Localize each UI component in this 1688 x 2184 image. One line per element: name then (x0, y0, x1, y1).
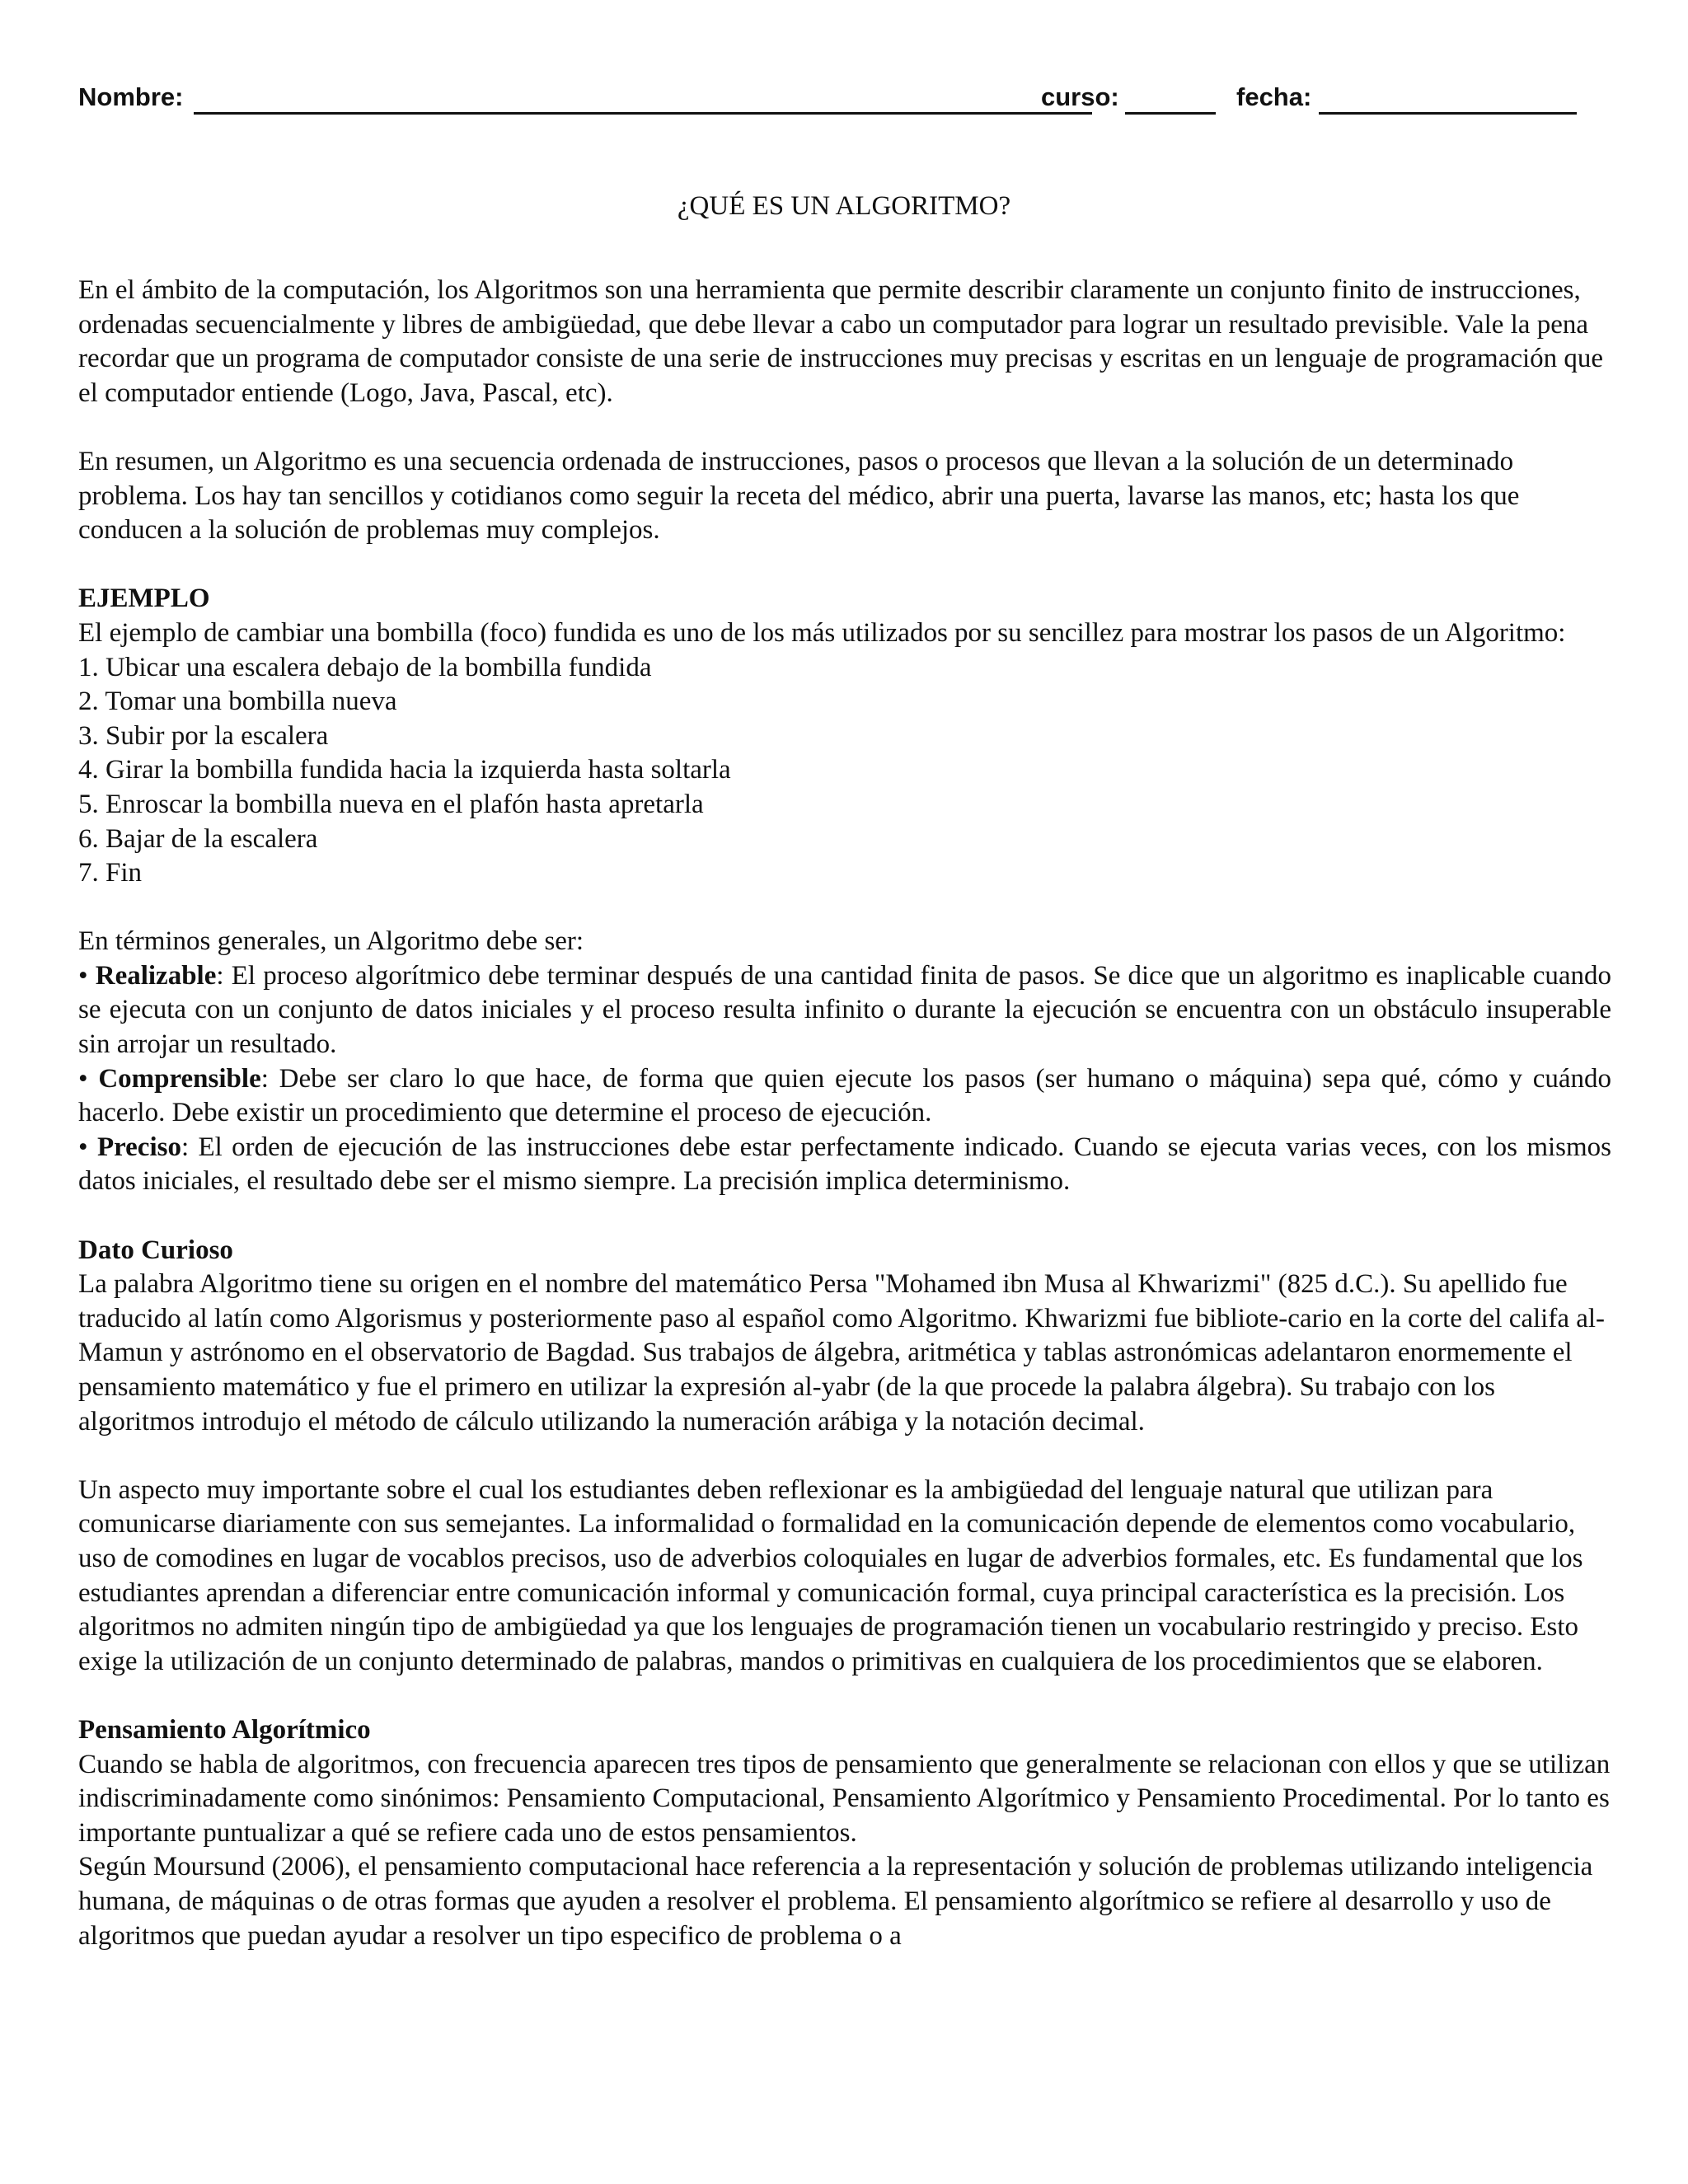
pensamiento-heading: Pensamiento Algorítmico (78, 1714, 371, 1745)
term-realizable: Realizable (95, 960, 217, 991)
aspecto-paragraph: Un aspecto muy importante sobre el cual los estudiantes deben reflexionar es la ambigüedad del lenguaje natural que utilizan para comunicarse diariamente con sus semejantes. La informalidad o formalidad en la comunicación depende de elementos como vocabulario, uso de comodines en lugar de vocablos precisos, uso de adverbios coloquiales en lugar de adverbios formales, etc. Es fundamental que los estudiantes aprendan a diferenciar entre comunicación informal y comunicación formal, cuya principal característica es la precisión. Los algoritmos no admiten ningún tipo de ambigüedad ya que los lenguajes de programación tienen un vocabulario restringido y preciso. Esto exige la utilización de un conjunto determinado de palabras, mandos o primitivas en cualquiera de los procedimientos que se elaboren. (78, 1474, 1583, 1676)
curso-label: curso: (1041, 82, 1119, 111)
page-title: ¿QUÉ ES UN ALGORITMO? (677, 191, 1011, 221)
term-preciso: Preciso (96, 1132, 181, 1162)
fecha-label: fecha: (1236, 82, 1312, 111)
nombre-label: Nombre: (78, 82, 184, 111)
fecha-field[interactable] (1319, 112, 1577, 115)
definition-text: : El orden de ejecución de las instrucciones debe estar perfectamente indicado. Cuando se ejecuta varias veces, con los mismos datos iniciales, el resultado debe ser el mismo siempre. La precisión implica determinismo. (78, 1132, 1612, 1197)
caracteristica-comprensible (78, 1062, 1611, 1131)
pensamiento-paragraph-1: Cuando se habla de algoritmos, con frecuencia aparecen tres tipos de pensamiento que generalmente se relacionan con ellos y que se utilizan indiscriminadamente como sinónimos: Pensamiento Computacional, Pensamiento Algorítmico y Pensamiento Procedimental. Por lo tanto es importante puntualizar a qué se refiere cada uno de estos pensamientos. (78, 1749, 1611, 1848)
ejemplo-heading: EJEMPLO (78, 583, 210, 614)
list-item: 5. Enroscar la bombilla nueva en el plafón hasta apretarla (78, 789, 704, 819)
caracteristicas-intro: En términos generales, un Algoritmo debe ser: (78, 926, 584, 957)
list-item: 6. Bajar de la escalera (78, 823, 318, 854)
document-body (78, 274, 1611, 1953)
list-item: 4. Girar la bombilla fundida hacia la izquierda hasta soltarla (78, 755, 731, 785)
bullet-glyph: • (78, 960, 88, 991)
definition-text: : Debe ser claro lo que hace, de forma que quien ejecute los pasos (ser humano o máquina) sepa qué, cómo y cuándo hacerlo. Debe existir un procedimiento que determine el proceso de ejecución. (78, 1063, 1612, 1128)
student-header (78, 81, 1611, 122)
pensamiento-paragraph-2: Según Moursund (2006), el pensamiento computacional hace referencia a la representación y solución de problemas utilizando inteligencia humana, de máquinas o de otras formas que ayuden a resolver el problema. El pensamiento algorítmico se refiere al desarrollo y uso de algoritmos que puedan ayudar a resolver un tipo especifico de problema o a (78, 1852, 1593, 1951)
definition-text: : El proceso algorítmico debe terminar después de una cantidad finita de pasos. Se dice que un algoritmo es inaplicable cuando se ejecuta con un conjunto de datos iniciales y el proceso resulta infinito o durante la ejecución se encuentra con un obstáculo insuperable sin arrojar un resultado. (78, 960, 1611, 1060)
caracteristica-realizable (78, 959, 1611, 1062)
dato-curioso-heading: Dato Curioso (78, 1235, 233, 1265)
nombre-field[interactable] (194, 112, 1092, 115)
list-item: 1. Ubicar una escalera debajo de la bombilla fundida (78, 652, 652, 682)
list-item: 2. Tomar una bombilla nueva (78, 687, 397, 717)
intro-paragraph-2: En resumen, un Algoritmo es una secuencia ordenada de instrucciones, pasos o procesos que llevan a la solución de un determinado problema. Los hay tan sencillos y cotidianos como seguir la receta del médico, abrir una puerta, lavarse las manos, etc; hasta los que conducen a la solución de problemas muy complejos. (78, 446, 1520, 546)
list-item: 3. Subir por la escalera (78, 720, 329, 751)
term-comprensible: Comprensible (98, 1063, 261, 1094)
bullet-glyph: • (78, 1132, 88, 1162)
ejemplo-intro: El ejemplo de cambiar una bombilla (foco) fundida es uno de los más utilizados por su sencillez para mostrar los pasos de un Algoritmo: (78, 617, 1566, 648)
curso-field[interactable] (1125, 112, 1216, 115)
intro-paragraph-1: En el ámbito de la computación, los Algoritmos son una herramienta que permite describir claramente un conjunto finito de instrucciones, ordenadas secuencialmente y libres de ambigüedad, que debe llevar a cabo un computador para lograr un resultado previsible. Vale la pena recordar que un programa de computador consiste de una serie de instrucciones muy precisas y escritas en un lenguaje de programación que el computador entiende (Logo, Java, Pascal, etc). (78, 275, 1604, 408)
list-item: 7. Fin (78, 858, 143, 888)
caracteristica-preciso (78, 1131, 1611, 1199)
bullet-glyph: • (78, 1063, 88, 1094)
dato-curioso-paragraph: La palabra Algoritmo tiene su origen en el nombre del matemático Persa "Mohamed ibn Musa al Khwarizmi" (825 d.C.). Su apellido fue traducido al latín como Algorismus y posteriormente paso al español como Algoritmo. Khwarizmi fue bibliote-cario en la corte del califa al-Mamun y astrónomo en el observatorio de Bagdad. Sus trabajos de álgebra, aritmética y tablas astronómicas adelantaron enormemente el pensamiento matemático y fue el primero en utilizar la expresión al-yabr (de la que procede la palabra álgebra). Su trabajo con los algoritmos introdujo el método de cálculo utilizando la numeración arábiga y la notación decimal. (78, 1269, 1606, 1436)
ejemplo-steps (78, 651, 1611, 891)
